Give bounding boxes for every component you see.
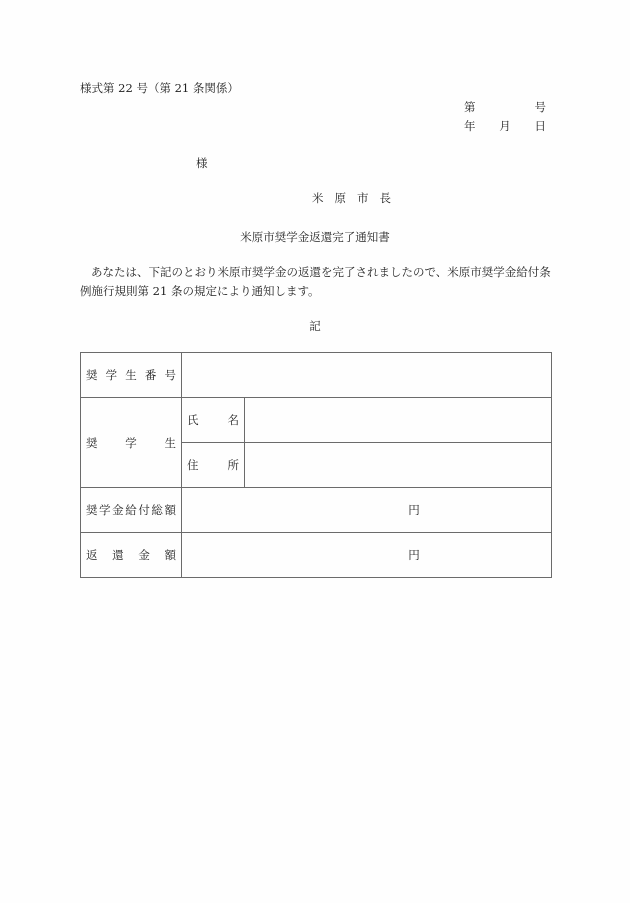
label-char: 号 — [164, 368, 176, 382]
label-char: 住 — [187, 458, 199, 472]
repay-amount-label — [81, 533, 182, 578]
issuer-name: 米原市長 — [312, 191, 402, 205]
label-char: 返 — [86, 548, 98, 562]
label-char: 氏 — [187, 413, 199, 427]
yen-unit: 円 — [408, 548, 420, 562]
label-char: 番 — [144, 368, 157, 382]
number-prefix: 第 — [464, 100, 476, 114]
name-field[interactable] — [245, 398, 552, 443]
label-char: 付 — [138, 503, 150, 517]
label-char: 所 — [227, 458, 239, 472]
repay-amount-field[interactable] — [182, 533, 552, 578]
label-char: 総 — [151, 503, 163, 517]
label-char: 生 — [125, 368, 137, 382]
table-row-repay-amount — [81, 533, 552, 578]
address-label — [182, 443, 245, 488]
label-char: 金 — [112, 503, 124, 517]
year-label: 年 — [464, 119, 476, 133]
ki-heading: 記 — [309, 319, 321, 333]
addressee-honorific: 様 — [196, 156, 208, 170]
month-label: 月 — [499, 119, 511, 133]
label-char: 学 — [99, 503, 111, 517]
label-char: 奨 — [86, 435, 98, 450]
number-suffix: 号 — [534, 100, 546, 114]
label-char: 額 — [164, 503, 176, 517]
yen-unit: 円 — [408, 503, 420, 517]
label-char: 奨 — [86, 368, 98, 382]
label-char: 金 — [138, 548, 150, 562]
document-title: 米原市奨学金返還完了通知書 — [240, 230, 390, 244]
body-paragraph: あなたは、下記のとおり米原市奨学金の返還を完了されましたので、米原市奨学金給付条例施行規則第 21 条の規定により通知します。 — [80, 265, 551, 298]
label-char: 還 — [112, 548, 124, 562]
details-table — [80, 352, 552, 578]
document-number-line — [464, 99, 546, 115]
day-label: 日 — [534, 119, 546, 133]
student-label — [81, 398, 182, 488]
table-row-total-amount — [81, 488, 552, 533]
date-line — [464, 118, 546, 134]
student-number-field[interactable] — [182, 353, 552, 398]
name-label — [182, 398, 245, 443]
total-amount-field[interactable] — [182, 488, 552, 533]
label-char: 額 — [164, 548, 176, 562]
student-number-label — [81, 353, 182, 398]
label-char: 学 — [125, 435, 137, 450]
label-char: 学 — [105, 368, 118, 382]
total-amount-label — [81, 488, 182, 533]
address-field[interactable] — [245, 443, 552, 488]
table-row-student-name — [81, 398, 552, 443]
label-char: 生 — [164, 435, 176, 450]
label-char: 名 — [227, 413, 239, 427]
table-row-student-number — [81, 353, 552, 398]
form-number-label: 様式第 22 号（第 21 条関係） — [80, 81, 239, 95]
label-char: 奨 — [86, 503, 98, 517]
label-char: 給 — [125, 503, 137, 517]
